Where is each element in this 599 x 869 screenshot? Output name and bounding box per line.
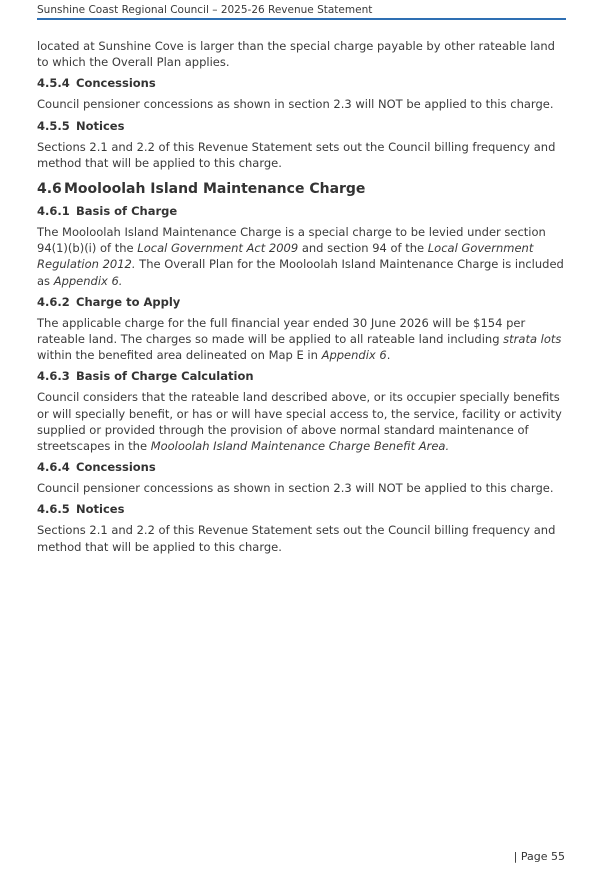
act-title: Local Government Act 2009	[137, 241, 299, 256]
strata-lots-term: strata lots	[503, 332, 562, 347]
section-title: Notices	[76, 502, 125, 517]
paragraph-basis-of-calculation: Council considers that the rateable land described above, or its occupier specially benefits or will specially benefit, or has or will have special access to, the service, facility or activity supplied or provided through the provision of above normal standard maintenance of streetscapes in the Mooloolah Island Maintenance Charge Benefit Area.	[37, 390, 562, 454]
paragraph-charge-to-apply: The applicable charge for the full financial year ended 30 June 2026 will be $154 per rateable land. The charges so made will be applied to all rateable land including strata lots within the benefited area delineated on Map E in Appendix 6.	[37, 315, 562, 363]
paragraph-concessions-4-5-4: Council pensioner concessions as shown in section 2.3 will NOT be applied to this charge.	[37, 97, 554, 112]
section-number: 4.6.1	[37, 204, 70, 219]
paragraph-basis-of-charge: The Mooloolah Island Maintenance Charge is a special charge to be levied under section 94(1)(b)(i) of the Local Government Act 2009 and section 94 of the Local Government Regulation 2012. The Overall Plan for the Mooloolah Island Maintenance Charge is included as Appendix 6.	[37, 225, 564, 288]
heading-4-6-5	[37, 501, 570, 517]
heading-4-6-1	[37, 203, 570, 219]
heading-4-6-4	[37, 459, 570, 475]
paragraph-notices-4-6-5: Sections 2.1 and 2.2 of this Revenue Statement sets out the Council billing frequency and method that will be applied to this charge.	[37, 523, 556, 554]
section-number: 4.6.2	[37, 294, 70, 309]
section-number: 4.6.4	[37, 460, 70, 475]
section-title: Charge to Apply	[76, 294, 181, 309]
heading-4-6-3	[37, 368, 570, 384]
regulation-title: Local Government Regulation 2012.	[37, 241, 534, 272]
paragraph-notices-4-5-5: Sections 2.1 and 2.2 of this Revenue Statement sets out the Council billing frequency and method that will be applied to this charge.	[37, 139, 556, 170]
document-title: Sunshine Coast Regional Council – 2025-26 Revenue Statement	[37, 4, 373, 16]
appendix-reference: Appendix 6	[321, 348, 387, 363]
section-title: Basis of Charge Calculation	[76, 369, 254, 384]
header-rule	[37, 18, 566, 20]
section-title: Concessions	[76, 76, 156, 91]
section-number: 4.6.5	[37, 502, 70, 517]
heading-4-6-2	[37, 294, 570, 310]
section-number: 4.6.3	[37, 369, 70, 384]
section-title: Notices	[76, 118, 125, 133]
document-body	[37, 38, 570, 555]
heading-4-6	[37, 180, 570, 198]
section-title: Basis of Charge	[76, 204, 178, 219]
page-number: | Page 55	[513, 850, 565, 863]
appendix-reference: Appendix 6.	[53, 273, 123, 288]
paragraph-intro: located at Sunshine Cove is larger than the special charge payable by other rateable land to which the Overall Plan applies.	[37, 39, 555, 70]
heading-4-5-4	[37, 75, 570, 91]
heading-4-5-5	[37, 118, 570, 134]
benefit-area-name: Mooloolah Island Maintenance Charge Benefit Area.	[150, 439, 450, 454]
paragraph-concessions-4-6-4: Council pensioner concessions as shown in section 2.3 will NOT be applied to this charge.	[37, 481, 554, 496]
section-title: Concessions	[76, 460, 156, 475]
section-number: 4.6	[37, 181, 62, 198]
page-header	[37, 3, 566, 17]
section-number: 4.5.4	[37, 76, 70, 91]
section-number: 4.5.5	[37, 118, 70, 133]
section-title: Mooloolah Island Maintenance Charge	[64, 181, 366, 198]
